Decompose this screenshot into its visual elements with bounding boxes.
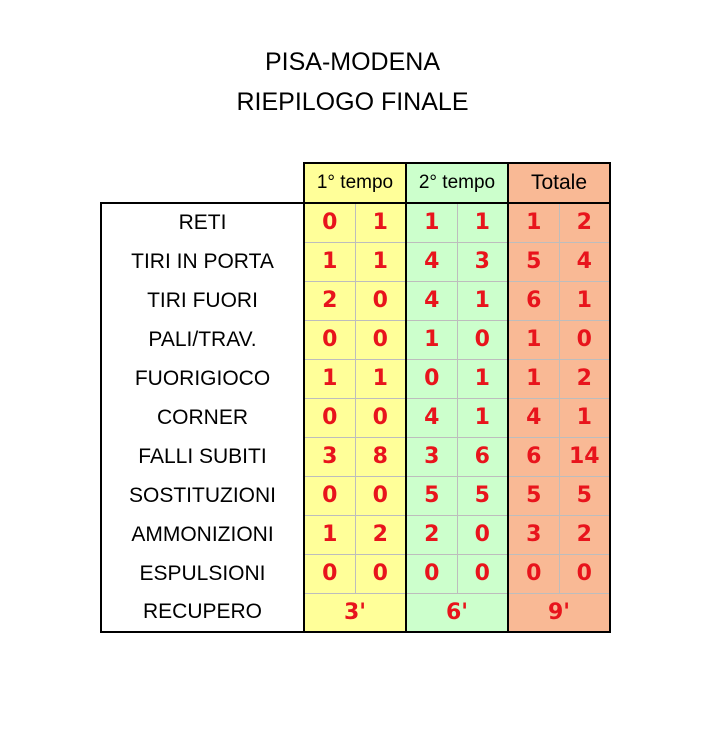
- stats-body: [101, 203, 610, 632]
- cell-first-half-pisa: 0: [304, 203, 355, 242]
- row-label: FUORIGIOCO: [101, 359, 304, 398]
- cell-second-half-modena: 3: [457, 242, 508, 281]
- cell-first-half-pisa: 0: [304, 320, 355, 359]
- cell-first-half-modena: 0: [355, 320, 406, 359]
- cell-first-half-modena: 0: [355, 398, 406, 437]
- cell-first-half-modena: 1: [355, 203, 406, 242]
- cell-first-half-modena: 0: [355, 281, 406, 320]
- recupero-total: 9': [508, 593, 610, 632]
- header-row: [101, 163, 610, 203]
- cell-total-pisa: 6: [508, 281, 559, 320]
- table-row: [101, 203, 610, 242]
- row-label: TIRI IN PORTA: [101, 242, 304, 281]
- cell-second-half-modena: 0: [457, 320, 508, 359]
- cell-total-modena: 0: [559, 320, 610, 359]
- row-label: RETI: [101, 203, 304, 242]
- header-second-half: 2° tempo: [406, 163, 508, 203]
- row-label: ESPULSIONI: [101, 554, 304, 593]
- cell-total-modena: 14: [559, 437, 610, 476]
- cell-total-pisa: 1: [508, 203, 559, 242]
- cell-first-half-modena: 1: [355, 359, 406, 398]
- table-row: [101, 281, 610, 320]
- cell-first-half-pisa: 0: [304, 554, 355, 593]
- table-row: [101, 320, 610, 359]
- cell-first-half-pisa: 1: [304, 242, 355, 281]
- row-label: SOSTITUZIONI: [101, 476, 304, 515]
- recupero-second-half: 6': [406, 593, 508, 632]
- cell-second-half-pisa: 1: [406, 320, 457, 359]
- cell-second-half-pisa: 1: [406, 203, 457, 242]
- row-label: TIRI FUORI: [101, 281, 304, 320]
- cell-second-half-modena: 1: [457, 203, 508, 242]
- cell-second-half-pisa: 5: [406, 476, 457, 515]
- table-row: [101, 359, 610, 398]
- cell-second-half-modena: 5: [457, 476, 508, 515]
- cell-first-half-pisa: 1: [304, 359, 355, 398]
- cell-first-half-modena: 8: [355, 437, 406, 476]
- cell-first-half-pisa: 2: [304, 281, 355, 320]
- cell-second-half-modena: 0: [457, 554, 508, 593]
- row-label: RECUPERO: [101, 593, 304, 632]
- cell-total-pisa: 5: [508, 476, 559, 515]
- table-row: [101, 515, 610, 554]
- cell-second-half-pisa: 4: [406, 281, 457, 320]
- cell-total-pisa: 0: [508, 554, 559, 593]
- cell-second-half-pisa: 2: [406, 515, 457, 554]
- cell-total-modena: 4: [559, 242, 610, 281]
- cell-second-half-modena: 1: [457, 398, 508, 437]
- header-blank-cell: [101, 163, 304, 203]
- cell-total-pisa: 4: [508, 398, 559, 437]
- cell-total-pisa: 6: [508, 437, 559, 476]
- page-subtitle: RIEPILOGO FINALE: [236, 88, 469, 116]
- recupero-first-half: 3': [304, 593, 406, 632]
- cell-total-pisa: 1: [508, 359, 559, 398]
- cell-total-modena: 1: [559, 398, 610, 437]
- table-row: [101, 398, 610, 437]
- cell-second-half-modena: 1: [457, 281, 508, 320]
- table-row: [101, 242, 610, 281]
- cell-first-half-modena: 0: [355, 476, 406, 515]
- cell-second-half-pisa: 4: [406, 242, 457, 281]
- cell-second-half-pisa: 4: [406, 398, 457, 437]
- cell-second-half-pisa: 0: [406, 359, 457, 398]
- cell-total-modena: 2: [559, 203, 610, 242]
- table-row-recupero: [101, 593, 610, 632]
- row-label: FALLI SUBITI: [101, 437, 304, 476]
- cell-second-half-modena: 6: [457, 437, 508, 476]
- cell-second-half-modena: 0: [457, 515, 508, 554]
- cell-total-modena: 0: [559, 554, 610, 593]
- page-title: PISA-MODENA: [264, 48, 441, 76]
- table-row: [101, 437, 610, 476]
- cell-first-half-pisa: 0: [304, 476, 355, 515]
- cell-total-modena: 2: [559, 359, 610, 398]
- cell-total-pisa: 3: [508, 515, 559, 554]
- header-total: Totale: [508, 163, 610, 203]
- stats-table: [100, 162, 611, 633]
- cell-total-modena: 1: [559, 281, 610, 320]
- header-first-half: 1° tempo: [304, 163, 406, 203]
- row-label: AMMONIZIONI: [101, 515, 304, 554]
- table-row: [101, 476, 610, 515]
- row-label: CORNER: [101, 398, 304, 437]
- cell-total-modena: 5: [559, 476, 610, 515]
- cell-total-pisa: 5: [508, 242, 559, 281]
- cell-first-half-pisa: 1: [304, 515, 355, 554]
- cell-first-half-modena: 0: [355, 554, 406, 593]
- cell-first-half-pisa: 3: [304, 437, 355, 476]
- row-label: PALI/TRAV.: [101, 320, 304, 359]
- cell-second-half-modena: 1: [457, 359, 508, 398]
- table-row: [101, 554, 610, 593]
- cell-first-half-modena: 1: [355, 242, 406, 281]
- cell-second-half-pisa: 3: [406, 437, 457, 476]
- cell-second-half-pisa: 0: [406, 554, 457, 593]
- cell-total-pisa: 1: [508, 320, 559, 359]
- cell-first-half-modena: 2: [355, 515, 406, 554]
- cell-first-half-pisa: 0: [304, 398, 355, 437]
- cell-total-modena: 2: [559, 515, 610, 554]
